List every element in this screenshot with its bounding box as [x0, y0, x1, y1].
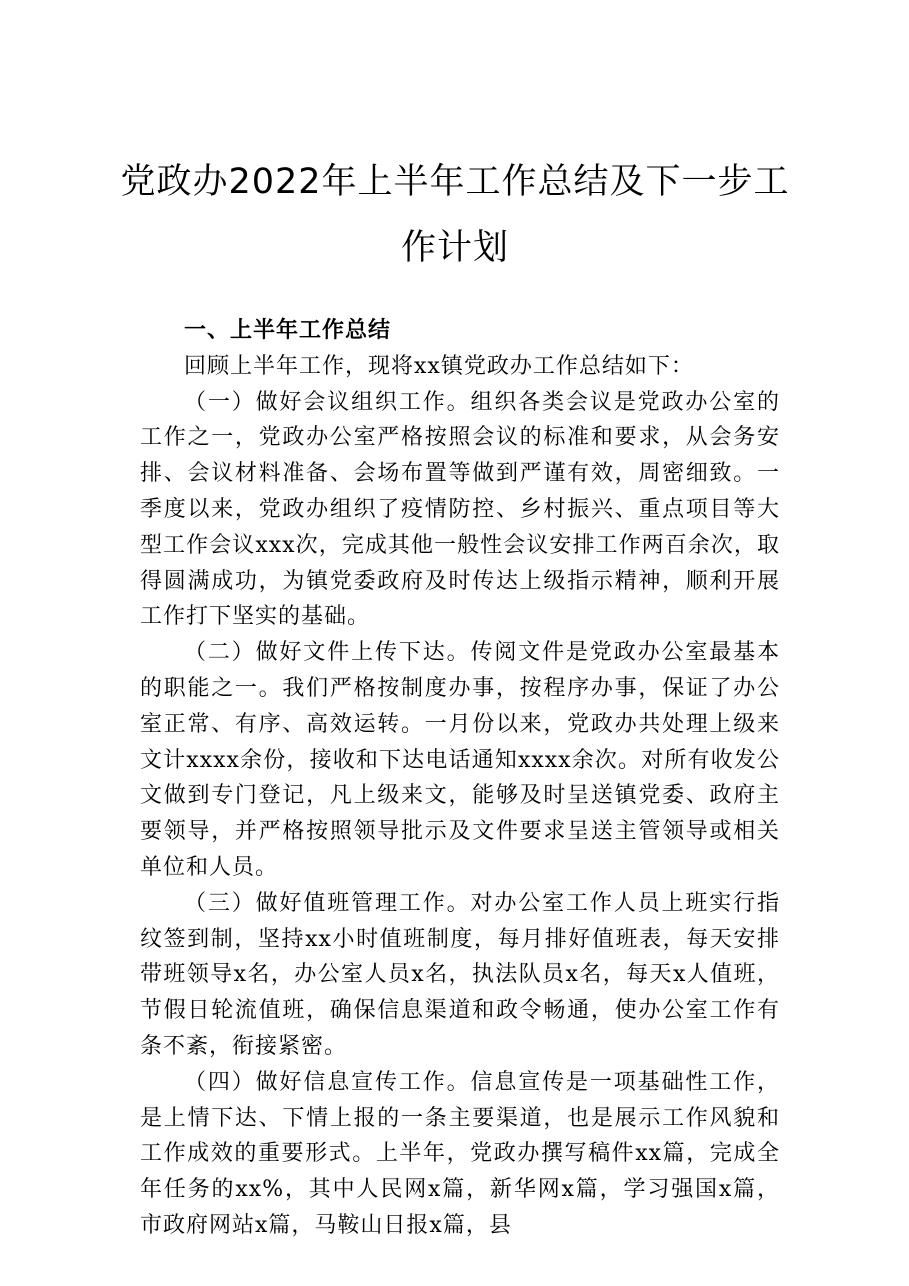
paragraph-publicity: （四）做好信息宣传工作。信息宣传是一项基础性工作，是上情下达、下情上报的一条主要渠道，也是展示工作风貌和工作成效的重要形式。上半年，党政办撰写稿件xx篇，完成全年任务的xx%，其中人民网x篇，新华网x篇，学习强国x篇，市政府网站x篇，马鞍山日报x篇，县 [140, 1069, 780, 1238]
intro-paragraph: 回顾上半年工作，现将xx镇党政办工作总结如下： [184, 353, 694, 379]
document-title-line-2: 作计划 [400, 228, 509, 268]
document-body [140, 313, 780, 1244]
paragraph-meetings: （一）做好会议组织工作。组织各类会议是党政办公室的工作之一，党政办公室严格按照会议的标准和要求，从会务安排、会议材料准备、会场布置等做到严谨有效，周密细致。一季度以来，党政办组织了疫情防控、乡村振兴、重点项目等大型工作会议xxx次，完成其他一般性会议安排工作两百余次，取得圆满成功，为镇党委政府及时传达上级指示精神，顺利开展工作打下坚实的基础。 [140, 389, 780, 630]
document-title-line-1: 党政办2022年上半年工作总结及下一步工 [120, 162, 790, 202]
paragraph-duty: （三）做好值班管理工作。对办公室工作人员上班实行指纹签到制，坚持xx小时值班制度，每月排好值班表，每天安排带班领导x名，办公室人员x名，执法队员x名，每天x人值班，节假日轮流值班，确保信息渠道和政令畅通，使办公室工作有条不紊，衔接紧密。 [140, 890, 780, 1059]
section-heading: 一、上半年工作总结 [184, 318, 392, 343]
paragraph-documents: （二）做好文件上传下达。传阅文件是党政办公室最基本的职能之一。我们严格按制度办事，按程序办事，保证了办公室正常、有序、高效运转。一月份以来，党政办共处理上级来文计xxxx余份，接收和下达电话通知xxxx余次。对所有收发公文做到专门登记，凡上级来文，能够及时呈送镇党委、政府主要领导，并严格按照领导批示及文件要求呈送主管领导或相关单位和人员。 [140, 640, 780, 880]
